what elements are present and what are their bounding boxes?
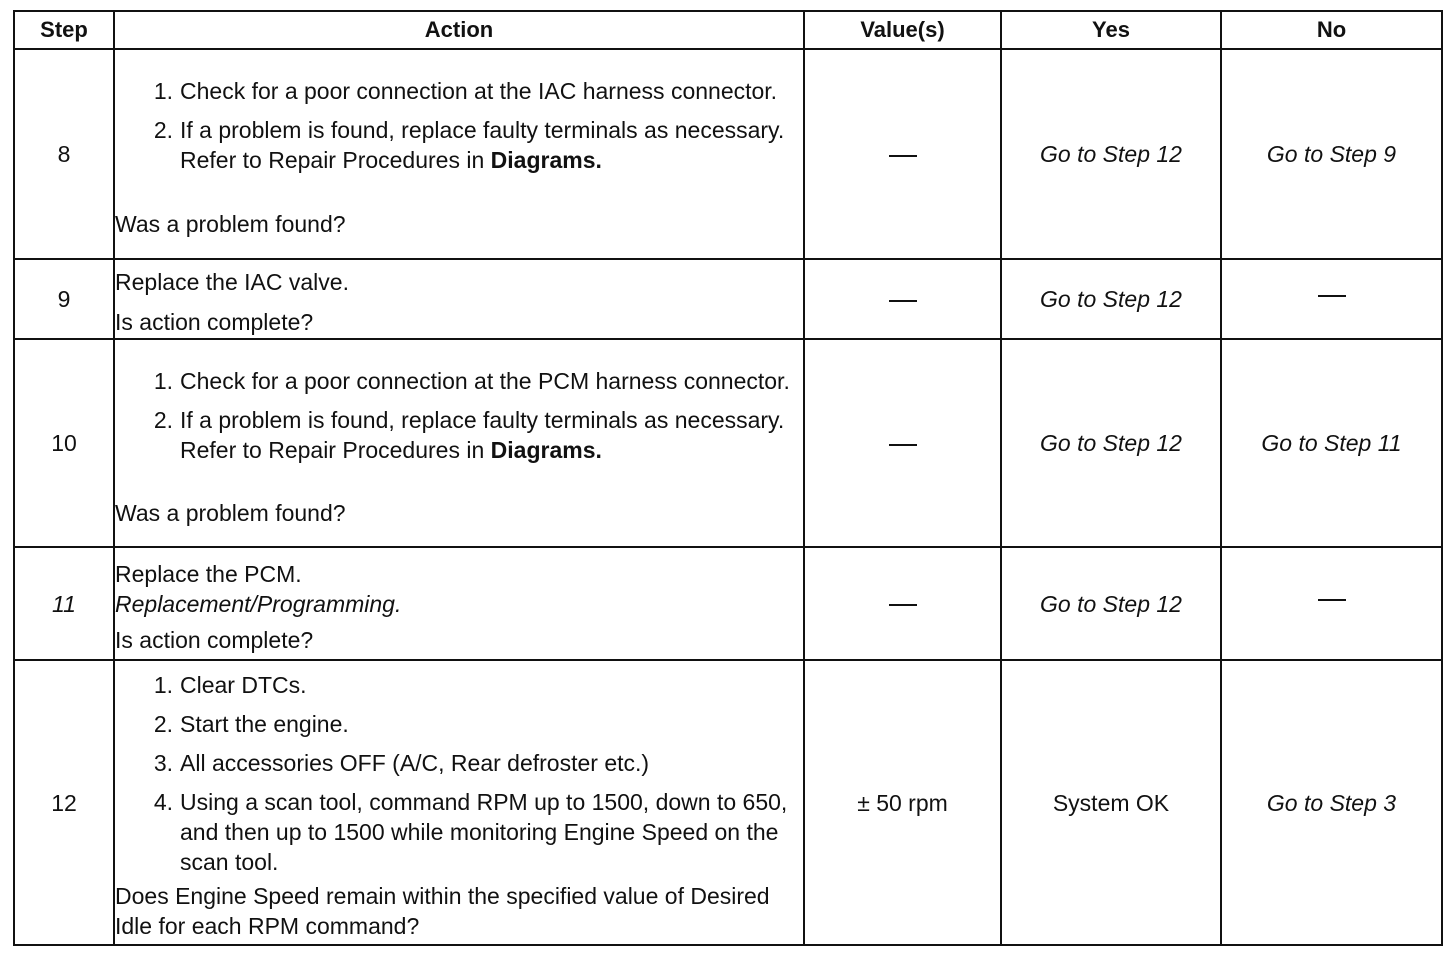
action-item: 1. Check for a poor connection at the PCM harness connector. (153, 367, 790, 394)
action-cell (114, 339, 804, 547)
yes-cell: Go to Step 12 (1001, 259, 1221, 339)
action-line: Replace the IAC valve. (115, 269, 349, 295)
no-cell (1221, 259, 1442, 339)
step-number: 10 (14, 339, 114, 547)
action-cell (114, 259, 804, 339)
header-step: Step (14, 11, 114, 49)
table-row-step-11 (14, 547, 1442, 660)
dash-value (889, 155, 917, 157)
yes-cell: Go to Step 12 (1001, 547, 1221, 660)
no-cell: Go to Step 11 (1221, 339, 1442, 547)
yes-cell: Go to Step 12 (1001, 339, 1221, 547)
no-cell: Go to Step 9 (1221, 49, 1442, 259)
step-number: 8 (14, 49, 114, 259)
step-number: 9 (14, 259, 114, 339)
action-item: 1. Check for a poor connection at the IAC harness connector. (153, 78, 778, 104)
action-cell (114, 49, 804, 259)
action-item: 3. All accessories OFF (A/C, Rear defroster etc.) (153, 750, 650, 776)
action-item: 1. Clear DTCs. (153, 672, 307, 698)
value-cell (804, 259, 1001, 339)
diagnostic-table (13, 10, 1443, 946)
header-action: Action (114, 11, 804, 49)
header-no: No (1221, 11, 1442, 49)
action-item: 2. Start the engine. (153, 711, 349, 737)
dash-value (889, 444, 917, 446)
action-question: Was a problem found? (115, 499, 346, 526)
header-yes: Yes (1001, 11, 1221, 49)
yes-cell: Go to Step 12 (1001, 49, 1221, 259)
table-row-step-10 (14, 339, 1442, 547)
value-cell (804, 547, 1001, 660)
header-values: Value(s) (804, 11, 1001, 49)
no-cell (1221, 547, 1442, 660)
yes-cell: System OK (1001, 660, 1221, 945)
action-question: Does Engine Speed remain within the specified value of Desired Idle for each RPM command? (115, 883, 770, 939)
value-cell: ± 50 rpm (804, 660, 1001, 945)
dash-value (1318, 295, 1346, 297)
value-cell (804, 339, 1001, 547)
action-cell (114, 660, 804, 945)
action-question: Was a problem found? (115, 211, 346, 237)
action-line: Replace the PCM. (115, 560, 302, 587)
action-item: 2. If a problem is found, replace faulty terminals as necessary. Refer to Repair Procedures in Diagrams. (153, 117, 785, 173)
header-row (14, 11, 1442, 49)
no-cell: Go to Step 3 (1221, 660, 1442, 945)
action-question: Is action complete? (115, 309, 314, 335)
table-row-step-9 (14, 259, 1442, 339)
action-question: Is action complete? (115, 626, 314, 653)
action-cell (114, 547, 804, 660)
table-row-step-8 (14, 49, 1442, 259)
action-line-reference: Replacement/Programming. (115, 590, 402, 617)
action-item: 2. If a problem is found, replace faulty terminals as necessary. Refer to Repair Procedures in Diagrams. (153, 406, 785, 463)
dash-value (1318, 599, 1346, 601)
action-item: 4. Using a scan tool, command RPM up to 1500, down to 650, and then up to 1500 while monitoring Engine Speed on the scan tool. (153, 789, 788, 875)
table-row-step-12 (14, 660, 1442, 945)
step-number: 11 (14, 547, 114, 660)
dash-value (889, 300, 917, 302)
step-number: 12 (14, 660, 114, 945)
value-cell (804, 49, 1001, 259)
dash-value (889, 604, 917, 606)
